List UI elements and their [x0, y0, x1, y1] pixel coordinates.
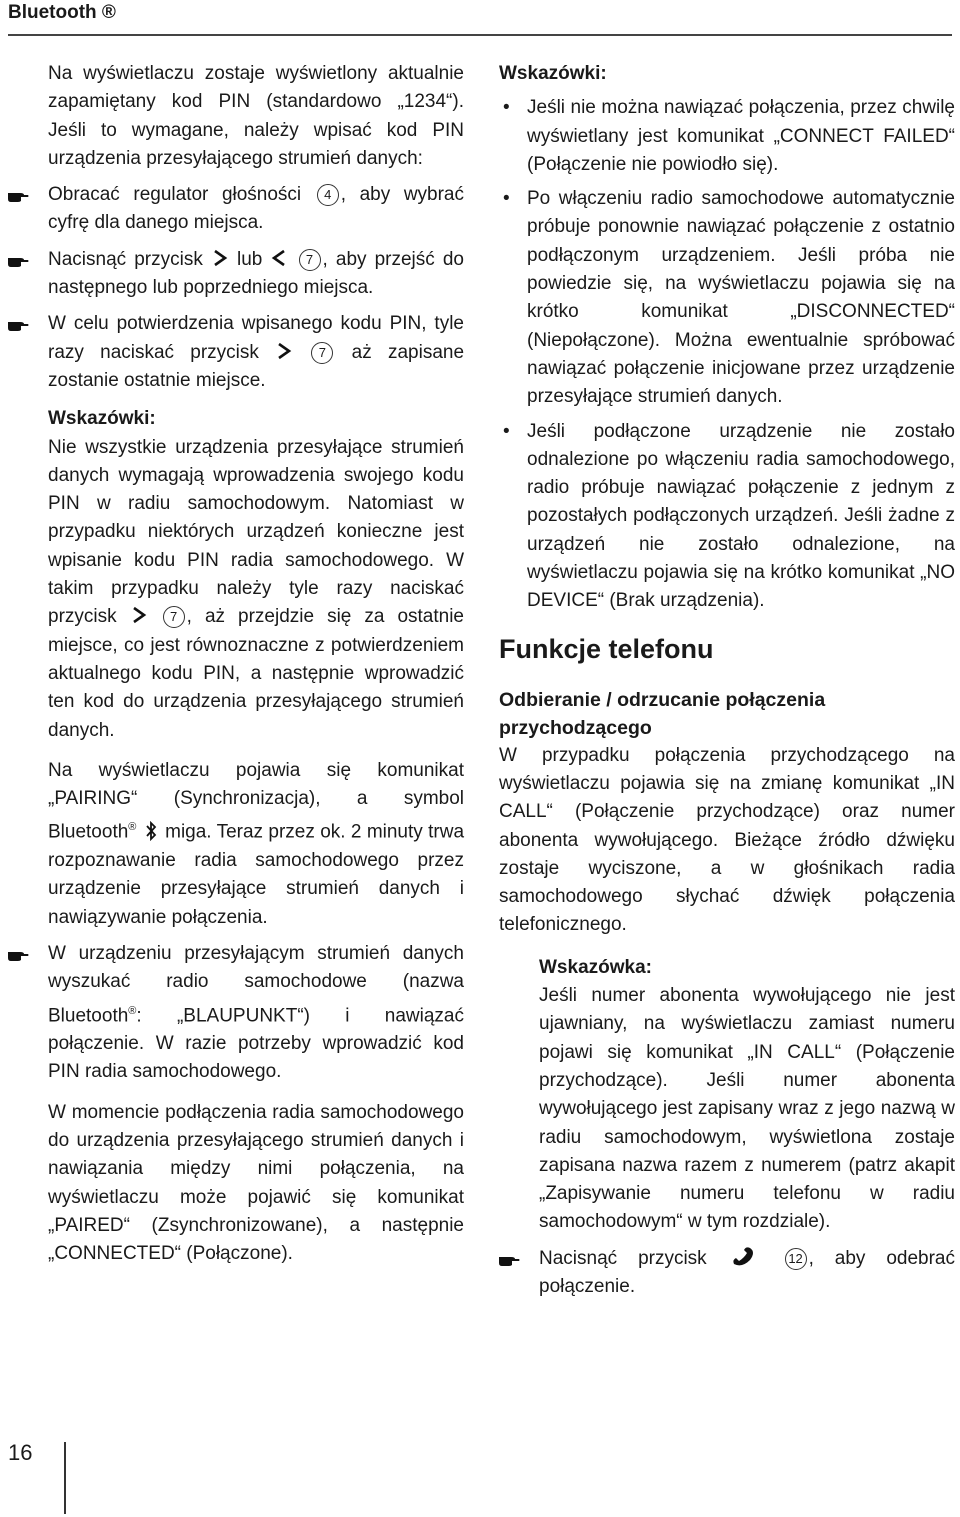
step-text: , aby wybrać cyfrę dla danego miejsca.: [48, 184, 464, 234]
step-text: Nacisnąć przycisk: [539, 1247, 707, 1269]
step-rotate-volume: [48, 181, 464, 238]
pointing-hand-icon: [6, 189, 30, 203]
incoming-call-paragraph: W przypadku połączenia przychodzącego na wyświetlaczu pojawia się na zmianę komunikat „IN CALL“ (Połączenie przychodzące) oraz numer abonenta wywołującego. Bieżące źródło dźwięku zostaje wyciszone, a w głośnikach radia samochodowego słychać dźwięk połączenia telefonicznego.: [499, 744, 955, 936]
step-text: , aby przejść do następnego lub poprzedniego miejsca.: [48, 248, 464, 299]
registered-mark: ®: [128, 821, 137, 834]
step-text: : „BLAUPUNKT“) i nawiązać połączenie. W razie potrzeby wprowadzić kod PIN radia samochodowego.: [48, 1004, 464, 1083]
list-item: • Po włączeniu radio samochodowe automatycznie próbuje ponownie nawiązać połączenie z ostatnio podłączonym urządzeniem. Jeśli próba nie powiedzie się, na wyświetlaczu pojawia się na krótko komunikat „DISCONNECTED“ (Niepołączone). Można ewentualnie spróbować nawiązać połączenie inicjowane przez urządzenie przesyłające strumień danych.: [499, 185, 955, 411]
notes-list: [499, 94, 955, 615]
bluetooth-icon: [144, 821, 158, 841]
note-block: [499, 954, 955, 1302]
step-answer-call: [539, 1245, 955, 1302]
chevron-right-icon: [212, 249, 228, 267]
page-number: 16: [8, 1440, 33, 1465]
list-item: • Jeśli nie można nawiązać połączenia, przez chwilę wyświetlany jest komunikat „CONNECT FAILED“ (Połączenie nie powiodło się).: [499, 94, 955, 179]
step-confirm-pin: [48, 310, 464, 395]
arrow-button-number: 7: [311, 342, 333, 364]
chevron-right-icon: [131, 606, 147, 624]
registered-mark: ®: [128, 1004, 137, 1017]
subsection-title: Odbieranie / odrzucanie połączenia przychodzącego: [499, 688, 826, 739]
arrow-button-number: 7: [299, 249, 321, 271]
intro-paragraph: Na wyświetlaczu zostaje wyświetlony aktualnie zapamiętany kod PIN (standardowo „1234“). Jeśli to wymagane, należy wpisać kod PIN urządzenia przesyłającego strumień danych:: [48, 63, 464, 169]
pairing-text: Na wyświetlaczu pojawia się komunikat „PAIRING“ (Synchronizacja), a symbol Bluetooth: [48, 759, 464, 843]
note-heading: Wskazówki:: [499, 63, 607, 84]
step-text: , aby odebrać połączenie.: [539, 1247, 955, 1297]
step-press-arrows: [48, 246, 464, 303]
page-header-title: Bluetooth ®: [8, 2, 116, 23]
right-column: [499, 60, 955, 1301]
pairing-text: miga. Teraz przez ok. 2 minuty trwa rozpoznawanie radia samochodowego przez urządzenie przesyłające strumień danych i nawiązywanie połączenia.: [48, 821, 465, 928]
pairing-paragraph: [48, 757, 464, 932]
step-text: W urządzeniu przesyłającym strumień danych wyszukać radio samochodowe (nazwa Bluetooth: [48, 942, 464, 1026]
pointing-hand-icon: [497, 1253, 521, 1267]
pointing-hand-icon: [6, 318, 30, 332]
step-text: Nacisnąć przycisk: [48, 248, 203, 270]
step-search-radio: [48, 940, 464, 1087]
phone-icon: [730, 1246, 760, 1268]
step-text: Obracać regulator głośności: [48, 184, 302, 206]
footer-rule: [64, 1442, 66, 1514]
step-text: lub: [237, 248, 263, 270]
chevron-right-icon: [276, 342, 292, 360]
note-paragraph: Jeśli numer abonenta wywołującego nie jest ujawniany, na wyświetlaczu zamiast numeru pojawi się komunikat „IN CALL“ (Połączenie przychodzące). Jeśli numer abonenta wywołującego jest zapisany wraz z jego nazwą w radiu samochodowym, wyświetlona zostaje zapisana nazwa razem z numerem (patrz akapit „Zapisywanie numeru telefonu w radiu samochodowym“ w tym rozdziale).: [539, 985, 955, 1233]
pointing-hand-icon: [6, 254, 30, 268]
step-text: aż zapisane zostanie ostatnie miejsce.: [48, 341, 465, 391]
section-title: Funkcje telefonu: [499, 633, 714, 664]
note-heading: Wskazówki:: [48, 408, 156, 430]
note-text: Nie wszystkie urządzenia przesyłające strumień danych wymagają wprowadzenia swojego kodu PIN w radiu samochodowym. Natomiast w przypadku niektórych urządzeń konieczne jest wpisanie kodu PIN radia samochodowego. W takim przypadku należy tyle razy naciskać przycisk: [48, 436, 464, 628]
arrow-button-number: 7: [163, 606, 185, 628]
note-heading: Wskazówka:: [539, 956, 652, 978]
step-text: W celu potwierdzenia wpisanego kodu PIN, tyle razy naciskać przycisk: [48, 313, 464, 363]
note-paragraph: [48, 434, 464, 745]
left-column: [48, 60, 464, 1269]
volume-knob-number: 4: [317, 184, 339, 206]
list-item: • Jeśli podłączone urządzenie nie zostało odnalezione po włączeniu radia samochodowego, radio próbuje nawiązać połączenie z jednym z pozostałych podłączonych urządzeń. Jeśli żadne z urządzeń nie zostało odnalezione, na wyświetlaczu pojawia się na krótko komunikat „NO DEVICE“ (Brak urządzenia).: [499, 418, 955, 616]
header-rule: [8, 34, 952, 36]
note-text: , aż przejdzie się za ostatnie miejsce, co jest równoznaczne z potwierdzeniem aktualnego kodu PIN, a następnie wprowadzić ten kod do urządzenia przesyłającego strumień danych.: [48, 606, 464, 741]
chevron-left-icon: [271, 249, 287, 267]
pointing-hand-icon: [6, 948, 30, 962]
connected-paragraph: W momencie podłączenia radia samochodowego do urządzenia przesyłającego strumień danych i nawiązania między nimi połączenia, na wyświetlaczu może pojawić się komunikat „PAIRED“ (Zsynchronizowane), a następnie „CONNECTED“ (Połączone).: [48, 1101, 464, 1265]
phone-button-number: 12: [785, 1248, 807, 1270]
